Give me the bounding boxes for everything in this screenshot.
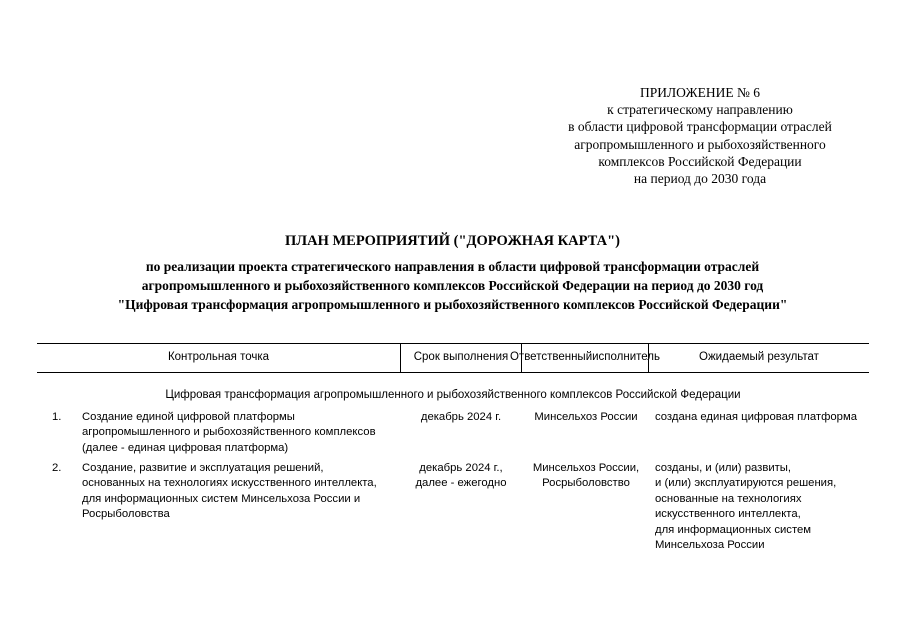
responsible-line: Минсельхоз России, <box>532 462 640 474</box>
checkpoint-line: Росрыболовства <box>82 508 170 521</box>
column-header-term: Срок выполнения <box>413 351 509 363</box>
column-header-responsible-line: Ответственный <box>509 351 593 363</box>
responsible-cell <box>525 461 647 492</box>
section-title: Цифровая трансформация агропромышленного и рыбохозяйственного комплексов Российской Федерации <box>165 389 741 401</box>
term-line: декабрь 2024 г., <box>419 462 503 474</box>
result-line: для информационных систем <box>655 523 812 536</box>
result-line: искусственного интеллекта, <box>655 508 801 521</box>
row-number: 1. <box>52 411 62 423</box>
term-cell <box>402 461 520 492</box>
table-header-bottom-border <box>37 372 869 373</box>
checkpoint-line: основанных на технологиях искусственного интеллекта, <box>82 477 377 490</box>
responsible-line: Росрыболовство <box>542 477 630 490</box>
column-header-result: Ожидаемый результат <box>699 351 819 363</box>
appendix-line: на период до 2030 года <box>633 171 767 187</box>
appendix-line: комплексов Российской Федерации <box>598 153 802 169</box>
result-line: созданы, и (или) развиты, <box>655 462 792 474</box>
appendix-header <box>540 84 860 187</box>
checkpoint-line: Создание, развитие и эксплуатация решений, <box>82 462 324 474</box>
plan-subtitle <box>20 257 885 314</box>
row-number: 2. <box>52 462 62 474</box>
plan-subtitle-line: агропромышленного и рыбохозяйственного комплексов Российской Федерации на период до 2030 год <box>141 278 764 293</box>
checkpoint-line: (далее - единая цифровая платформа) <box>82 441 289 454</box>
plan-subtitle-line: по реализации проекта стратегического направления в области цифровой трансформации отраслей <box>145 259 760 274</box>
result-cell <box>655 461 836 553</box>
plan-title: ПЛАН МЕРОПРИЯТИЙ ("ДОРОЖНАЯ КАРТА") <box>285 233 620 249</box>
checkpoint-cell <box>82 410 376 456</box>
responsible-cell <box>525 410 647 425</box>
term-cell <box>402 410 520 425</box>
result-cell <box>655 410 857 425</box>
appendix-line: ПРИЛОЖЕНИЕ № 6 <box>639 85 761 100</box>
term-line: декабрь 2024 г. <box>420 411 502 423</box>
column-header-responsible-line: исполнитель <box>592 351 661 363</box>
checkpoint-line: Создание единой цифровой платформы <box>82 411 295 423</box>
appendix-line: к стратегическому направлению <box>607 102 793 118</box>
responsible-line: Минсельхоз России <box>534 411 638 423</box>
plan-subtitle-line: "Цифровая трансформация агропромышленного и рыбохозяйственного комплексов Российской Федерации" <box>117 297 788 312</box>
checkpoint-line: для информационных систем Минсельхоза России и <box>82 492 361 505</box>
checkpoint-line: агропромышленного и рыбохозяйственного комплексов <box>82 426 376 439</box>
result-line: создана единая цифровая платформа <box>655 411 857 423</box>
checkpoint-cell <box>82 461 377 523</box>
column-header-responsible <box>509 343 661 372</box>
column-header-checkpoint: Контрольная точка <box>167 351 270 363</box>
result-line: основанные на технологиях <box>655 492 802 505</box>
result-line: Минсельхоза России <box>655 539 765 552</box>
result-line: и (или) эксплуатируются решения, <box>655 477 837 490</box>
appendix-line: агропромышленного и рыбохозяйственного <box>574 136 826 152</box>
appendix-line: в области цифровой трансформации отраслей <box>568 119 832 135</box>
term-line: далее - ежегодно <box>415 477 507 490</box>
